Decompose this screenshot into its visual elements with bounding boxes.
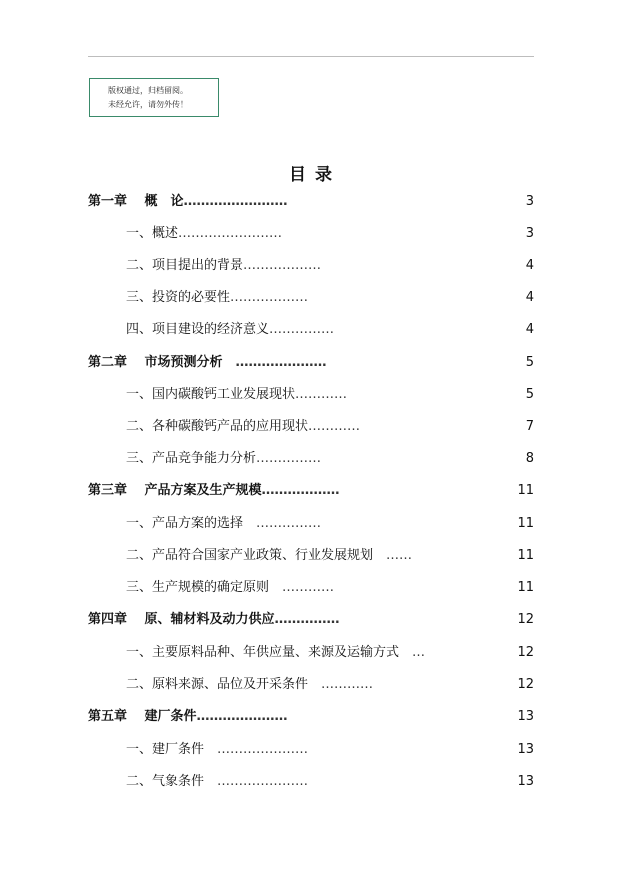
toc-section-entry[interactable] — [88, 449, 534, 469]
toc-leader-dots: …………………… — [178, 226, 283, 241]
toc-entry-label — [126, 578, 334, 598]
toc-leader-dots: …………… — [243, 516, 322, 531]
notice-line-1: 版权通过，归档留阅。 — [108, 86, 188, 95]
toc-chapter-entry[interactable] — [88, 192, 534, 212]
toc-entry-label — [88, 707, 288, 727]
toc-leader-dots: ………… — [295, 387, 348, 402]
toc-page-number: 8 — [525, 451, 534, 466]
toc-section-entry[interactable] — [88, 675, 534, 695]
toc-entry-text: 第四章 原、辅材料及动力供应 — [88, 612, 275, 627]
toc-entry-text: 一、国内碳酸钙工业发展现状 — [126, 387, 296, 402]
toc-leader-dots: ………… — [308, 419, 361, 434]
toc-chapter-entry[interactable] — [88, 353, 534, 373]
toc-entry-text: 四、项目建设的经济意义 — [126, 322, 270, 337]
toc-leader-dots: ………………… — [196, 709, 288, 724]
toc-chapter-entry[interactable] — [88, 481, 534, 501]
toc-section-entry[interactable] — [88, 385, 534, 405]
toc-leader-dots: …………………… — [183, 194, 288, 209]
toc-entry-text: 二、原料来源、品位及开采条件 — [126, 677, 309, 692]
toc-entry-label — [126, 675, 373, 695]
toc-section-entry[interactable] — [88, 772, 534, 792]
toc-chapter-entry[interactable] — [88, 707, 534, 727]
toc-entry-text: 三、产品竞争能力分析 — [126, 451, 257, 466]
toc-entry-text: 二、气象条件 — [126, 774, 205, 789]
toc-page-number: 11 — [517, 516, 534, 531]
toc-entry-label — [126, 449, 321, 469]
toc-entry-label — [88, 353, 327, 373]
toc-page-number: 13 — [517, 709, 534, 724]
toc-entry-text: 第一章 概 论 — [88, 194, 184, 209]
toc-section-entry[interactable] — [88, 514, 534, 534]
toc-section-entry[interactable] — [88, 288, 534, 308]
toc-page-number: 12 — [517, 677, 534, 692]
toc-section-entry[interactable] — [88, 256, 534, 276]
toc-page-number: 4 — [525, 258, 534, 273]
toc-leader-dots: …………… — [269, 322, 335, 337]
toc-entry-label — [126, 417, 360, 437]
toc-leader-dots: ………… — [269, 580, 335, 595]
toc-page-number: 5 — [525, 355, 534, 370]
toc-page-number: 4 — [525, 322, 534, 337]
toc-entry-label — [88, 192, 288, 212]
toc-page-number: 5 — [525, 387, 534, 402]
toc-chapter-entry[interactable] — [88, 610, 534, 630]
toc-page-number: 13 — [517, 774, 534, 789]
page-title: 目录 — [289, 165, 341, 185]
toc-entry-text: 三、投资的必要性 — [126, 290, 231, 305]
toc-page-number: 3 — [525, 226, 534, 241]
header-rule — [88, 56, 534, 57]
toc-page-number: 11 — [517, 548, 534, 563]
toc-leader-dots: … — [399, 645, 426, 660]
toc-entry-text: 第五章 建厂条件 — [88, 709, 197, 724]
toc-entry-label — [126, 772, 308, 792]
toc-page-number: 11 — [517, 580, 534, 595]
toc-entry-text: 一、主要原料品种、年供应量、来源及运输方式 — [126, 645, 400, 660]
toc-entry-label — [88, 481, 340, 501]
toc-entry-text: 第三章 产品方案及生产规模 — [88, 483, 262, 498]
toc-page-number: 7 — [525, 419, 534, 434]
toc-leader-dots: …… — [373, 548, 413, 563]
toc-entry-text: 第二章 市场预测分析 — [88, 355, 223, 370]
toc-leader-dots: ……………… — [230, 290, 309, 305]
toc-entry-label — [126, 643, 425, 663]
toc-entry-label — [88, 610, 340, 630]
copyright-notice-stamp — [89, 78, 219, 117]
toc-page-number: 12 — [517, 645, 534, 660]
toc-leader-dots: ………………… — [222, 355, 327, 370]
toc-entry-label — [126, 546, 412, 566]
toc-page-number: 12 — [517, 612, 534, 627]
toc-leader-dots: ………………… — [204, 774, 309, 789]
toc-entry-label — [126, 514, 321, 534]
toc-entry-label — [126, 288, 308, 308]
toc-entry-text: 二、产品符合国家产业政策、行业发展规划 — [126, 548, 374, 563]
notice-line-2: 未经允许，请勿外传！ — [108, 100, 188, 109]
toc-entry-text: 一、产品方案的选择 — [126, 516, 244, 531]
toc-entry-text: 一、建厂条件 — [126, 742, 205, 757]
toc-leader-dots: ……………… — [261, 483, 340, 498]
toc-section-entry[interactable] — [88, 320, 534, 340]
toc-page-number: 4 — [525, 290, 534, 305]
toc-entry-label — [126, 224, 282, 244]
toc-entry-label — [126, 740, 308, 760]
toc-leader-dots: ………………… — [204, 742, 309, 757]
toc-leader-dots: …………… — [274, 612, 340, 627]
toc-leader-dots: …………… — [256, 451, 322, 466]
toc-entry-text: 二、项目提出的背景 — [126, 258, 244, 273]
toc-entry-label — [126, 256, 321, 276]
toc-entry-label — [126, 385, 347, 405]
toc-section-entry[interactable] — [88, 224, 534, 244]
toc-section-entry[interactable] — [88, 417, 534, 437]
toc-page-number: 3 — [525, 194, 534, 209]
toc-section-entry[interactable] — [88, 643, 534, 663]
toc-page-number: 11 — [517, 483, 534, 498]
toc-section-entry[interactable] — [88, 546, 534, 566]
toc-section-entry[interactable] — [88, 740, 534, 760]
toc-section-entry[interactable] — [88, 578, 534, 598]
toc-leader-dots: ……………… — [243, 258, 322, 273]
toc-entry-text: 一、概述 — [126, 226, 179, 241]
toc-leader-dots: ………… — [308, 677, 374, 692]
toc-entry-text: 二、各种碳酸钙产品的应用现状 — [126, 419, 309, 434]
toc-entry-label — [126, 320, 334, 340]
toc-entry-text: 三、生产规模的确定原则 — [126, 580, 270, 595]
toc-page-number: 13 — [517, 742, 534, 757]
